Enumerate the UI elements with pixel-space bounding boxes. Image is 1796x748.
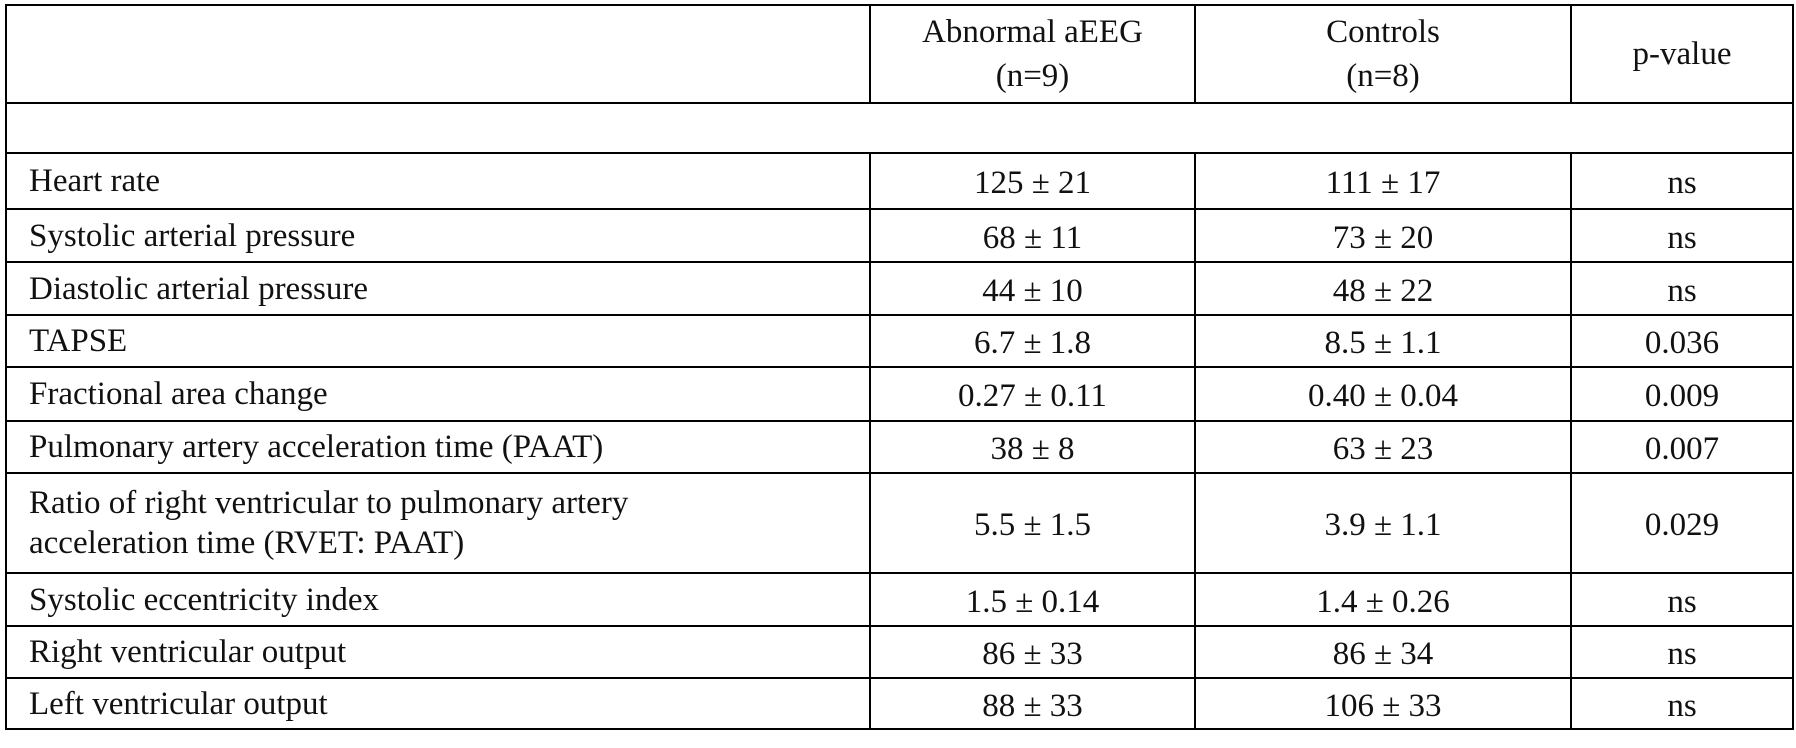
header-p-value: p-value: [1571, 5, 1793, 103]
table-row: [6, 573, 1793, 626]
row-label-line-1: Ratio of right ventricular to pulmonary artery: [29, 485, 629, 521]
p-value: ns: [1571, 153, 1793, 209]
row-label: [6, 473, 870, 573]
controls-value: 111 ± 17: [1195, 153, 1571, 209]
p-value: ns: [1571, 262, 1793, 315]
controls-value: 3.9 ± 1.1: [1195, 473, 1571, 573]
controls-value: 63 ± 23: [1195, 421, 1571, 473]
header-abnormal-aeeg: [870, 5, 1195, 103]
abnormal-value: 5.5 ± 1.5: [870, 473, 1195, 573]
controls-value: 48 ± 22: [1195, 262, 1571, 315]
spacer-row: [6, 103, 1793, 153]
controls-value: 8.5 ± 1.1: [1195, 315, 1571, 367]
header-abnormal-aeeg-n: (n=9): [995, 58, 1070, 94]
abnormal-value: 86 ± 33: [870, 626, 1195, 678]
row-label: Diastolic arterial pressure: [6, 262, 870, 315]
header-abnormal-aeeg-title: Abnormal aEEG: [922, 14, 1143, 50]
table-row: [6, 421, 1793, 473]
header-empty-cell: [6, 5, 870, 103]
controls-value: 106 ± 33: [1195, 678, 1571, 729]
abnormal-value: 44 ± 10: [870, 262, 1195, 315]
table-row: [6, 626, 1793, 678]
row-label-line-2: acceleration time (RVET: PAAT): [29, 525, 465, 561]
p-value: 0.007: [1571, 421, 1793, 473]
abnormal-value: 1.5 ± 0.14: [870, 573, 1195, 626]
header-row: [6, 5, 1793, 103]
table-row: [6, 367, 1793, 421]
abnormal-value: 6.7 ± 1.8: [870, 315, 1195, 367]
row-label: Heart rate: [6, 153, 870, 209]
p-value: 0.009: [1571, 367, 1793, 421]
abnormal-value: 88 ± 33: [870, 678, 1195, 729]
row-label: Systolic eccentricity index: [6, 573, 870, 626]
data-table: [5, 4, 1794, 730]
abnormal-value: 0.27 ± 0.11: [870, 367, 1195, 421]
row-label: TAPSE: [6, 315, 870, 367]
row-label: Right ventricular output: [6, 626, 870, 678]
abnormal-value: 68 ± 11: [870, 209, 1195, 262]
p-value: ns: [1571, 678, 1793, 729]
abnormal-value: 38 ± 8: [870, 421, 1195, 473]
controls-value: 0.40 ± 0.04: [1195, 367, 1571, 421]
row-label: Left ventricular output: [6, 678, 870, 729]
controls-value: 1.4 ± 0.26: [1195, 573, 1571, 626]
row-label: Systolic arterial pressure: [6, 209, 870, 262]
spacer-cell: [6, 103, 1793, 153]
header-controls-title: Controls: [1326, 14, 1440, 50]
table-row: [6, 473, 1793, 573]
header-controls: [1195, 5, 1571, 103]
table-row: [6, 678, 1793, 729]
controls-value: 73 ± 20: [1195, 209, 1571, 262]
header-controls-n: (n=8): [1346, 58, 1420, 94]
table-row: [6, 153, 1793, 209]
p-value: ns: [1571, 209, 1793, 262]
controls-value: 86 ± 34: [1195, 626, 1571, 678]
p-value: 0.036: [1571, 315, 1793, 367]
table-row: [6, 262, 1793, 315]
table-row: [6, 315, 1793, 367]
table-row: [6, 209, 1793, 262]
p-value: ns: [1571, 626, 1793, 678]
abnormal-value: 125 ± 21: [870, 153, 1195, 209]
row-label: Pulmonary artery acceleration time (PAAT): [6, 421, 870, 473]
p-value: ns: [1571, 573, 1793, 626]
p-value: 0.029: [1571, 473, 1793, 573]
row-label: Fractional area change: [6, 367, 870, 421]
